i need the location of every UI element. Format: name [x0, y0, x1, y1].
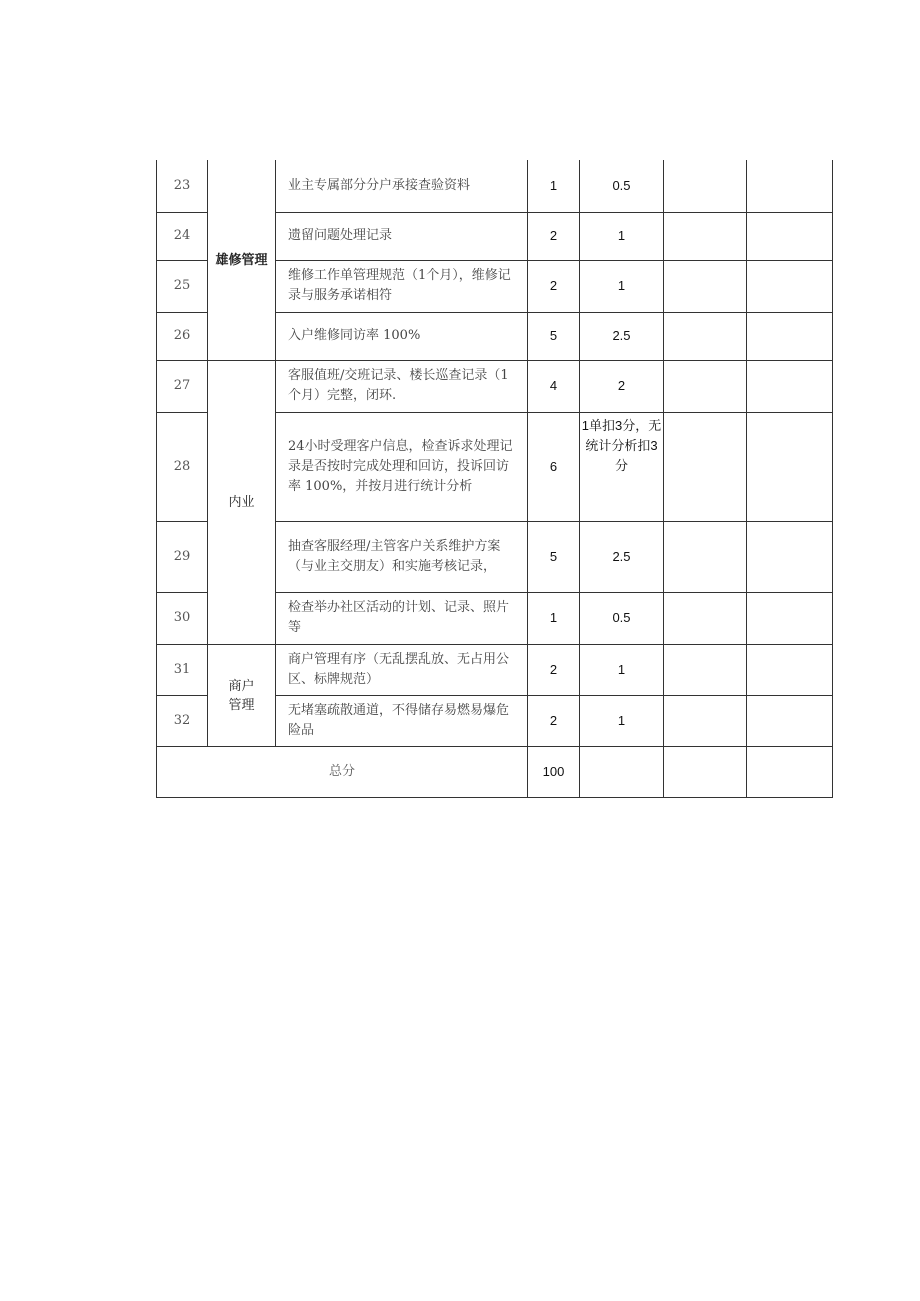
deduction-standard: 1 — [580, 212, 664, 260]
item-score: 2 — [528, 644, 580, 695]
score-table — [156, 160, 833, 798]
blank-cell — [747, 521, 833, 592]
blank-cell — [664, 412, 747, 521]
deduction-standard: 1 — [580, 644, 664, 695]
deduction-standard: 2.5 — [580, 521, 664, 592]
deduction-standard: 1单扣3分，无统计分析扣3分 — [580, 412, 664, 521]
category-internal-work: 内业 — [208, 360, 276, 644]
item-score: 4 — [528, 360, 580, 412]
table-row — [157, 644, 833, 695]
blank-cell — [747, 746, 833, 797]
total-score: 100 — [528, 746, 580, 797]
row-number: 24 — [157, 212, 208, 260]
deduction-standard: 0.5 — [580, 160, 664, 212]
blank-cell — [747, 160, 833, 212]
category-merchant-label: 商户管理 — [228, 678, 255, 712]
row-number: 32 — [157, 695, 208, 746]
blank-cell — [747, 212, 833, 260]
table-row — [157, 360, 833, 412]
item-description: 遗留问题处理记录 — [276, 212, 528, 260]
deduction-standard: 2.5 — [580, 312, 664, 360]
blank-cell — [747, 695, 833, 746]
item-description: 客服值班/交班记录、楼长巡查记录（1个月）完整，闭环. — [276, 360, 528, 412]
row-number: 28 — [157, 412, 208, 521]
item-score: 5 — [528, 521, 580, 592]
item-description: 24小时受理客户信息，检查诉求处理记录是否按时完成处理和回访，投诉回访率 100%，并按月进行统计分析 — [276, 412, 528, 521]
blank-cell — [664, 746, 747, 797]
blank-cell — [664, 521, 747, 592]
item-score: 1 — [528, 160, 580, 212]
item-description: 无堵塞疏散通道，不得储存易燃易爆危险品 — [276, 695, 528, 746]
blank-cell — [747, 312, 833, 360]
deduction-standard: 1 — [580, 695, 664, 746]
row-number: 30 — [157, 592, 208, 644]
total-label: 总分 — [157, 746, 528, 797]
deduction-standard: 2 — [580, 360, 664, 412]
item-description: 商户管理有序（无乱摆乱放、无占用公区、标牌规范） — [276, 644, 528, 695]
row-number: 26 — [157, 312, 208, 360]
blank-cell — [664, 644, 747, 695]
item-score: 6 — [528, 412, 580, 521]
deduction-standard: 0.5 — [580, 592, 664, 644]
item-description: 抽查客服经理/主管客户关系维护方案（与业主交朋友）和实施考核记录， — [276, 521, 528, 592]
total-row — [157, 746, 833, 797]
row-number: 23 — [157, 160, 208, 212]
row-number: 31 — [157, 644, 208, 695]
blank-cell — [664, 360, 747, 412]
row-number: 29 — [157, 521, 208, 592]
item-score: 1 — [528, 592, 580, 644]
item-score: 5 — [528, 312, 580, 360]
category-merchant-management — [208, 644, 276, 746]
blank-cell — [664, 592, 747, 644]
item-description: 入户维修同访率 100% — [276, 312, 528, 360]
item-description: 业主专属部分分户承接查验资料 — [276, 160, 528, 212]
blank-cell — [664, 160, 747, 212]
blank-cell — [664, 212, 747, 260]
table-row — [157, 160, 833, 212]
item-score: 2 — [528, 212, 580, 260]
item-description: 维修工作单管理规范（1个月），维修记录与服务承诺相符 — [276, 260, 528, 312]
blank-cell — [747, 592, 833, 644]
deduction-standard: 1 — [580, 260, 664, 312]
blank-cell — [747, 412, 833, 521]
blank-cell — [747, 260, 833, 312]
blank-cell — [664, 312, 747, 360]
blank-cell — [580, 746, 664, 797]
blank-cell — [747, 644, 833, 695]
blank-cell — [664, 695, 747, 746]
item-score: 2 — [528, 260, 580, 312]
blank-cell — [747, 360, 833, 412]
row-number: 25 — [157, 260, 208, 312]
category-repair-management: 雄修管理 — [208, 160, 276, 360]
item-description: 检查举办社区活动的计划、记录、照片等 — [276, 592, 528, 644]
row-number: 27 — [157, 360, 208, 412]
item-score: 2 — [528, 695, 580, 746]
blank-cell — [664, 260, 747, 312]
